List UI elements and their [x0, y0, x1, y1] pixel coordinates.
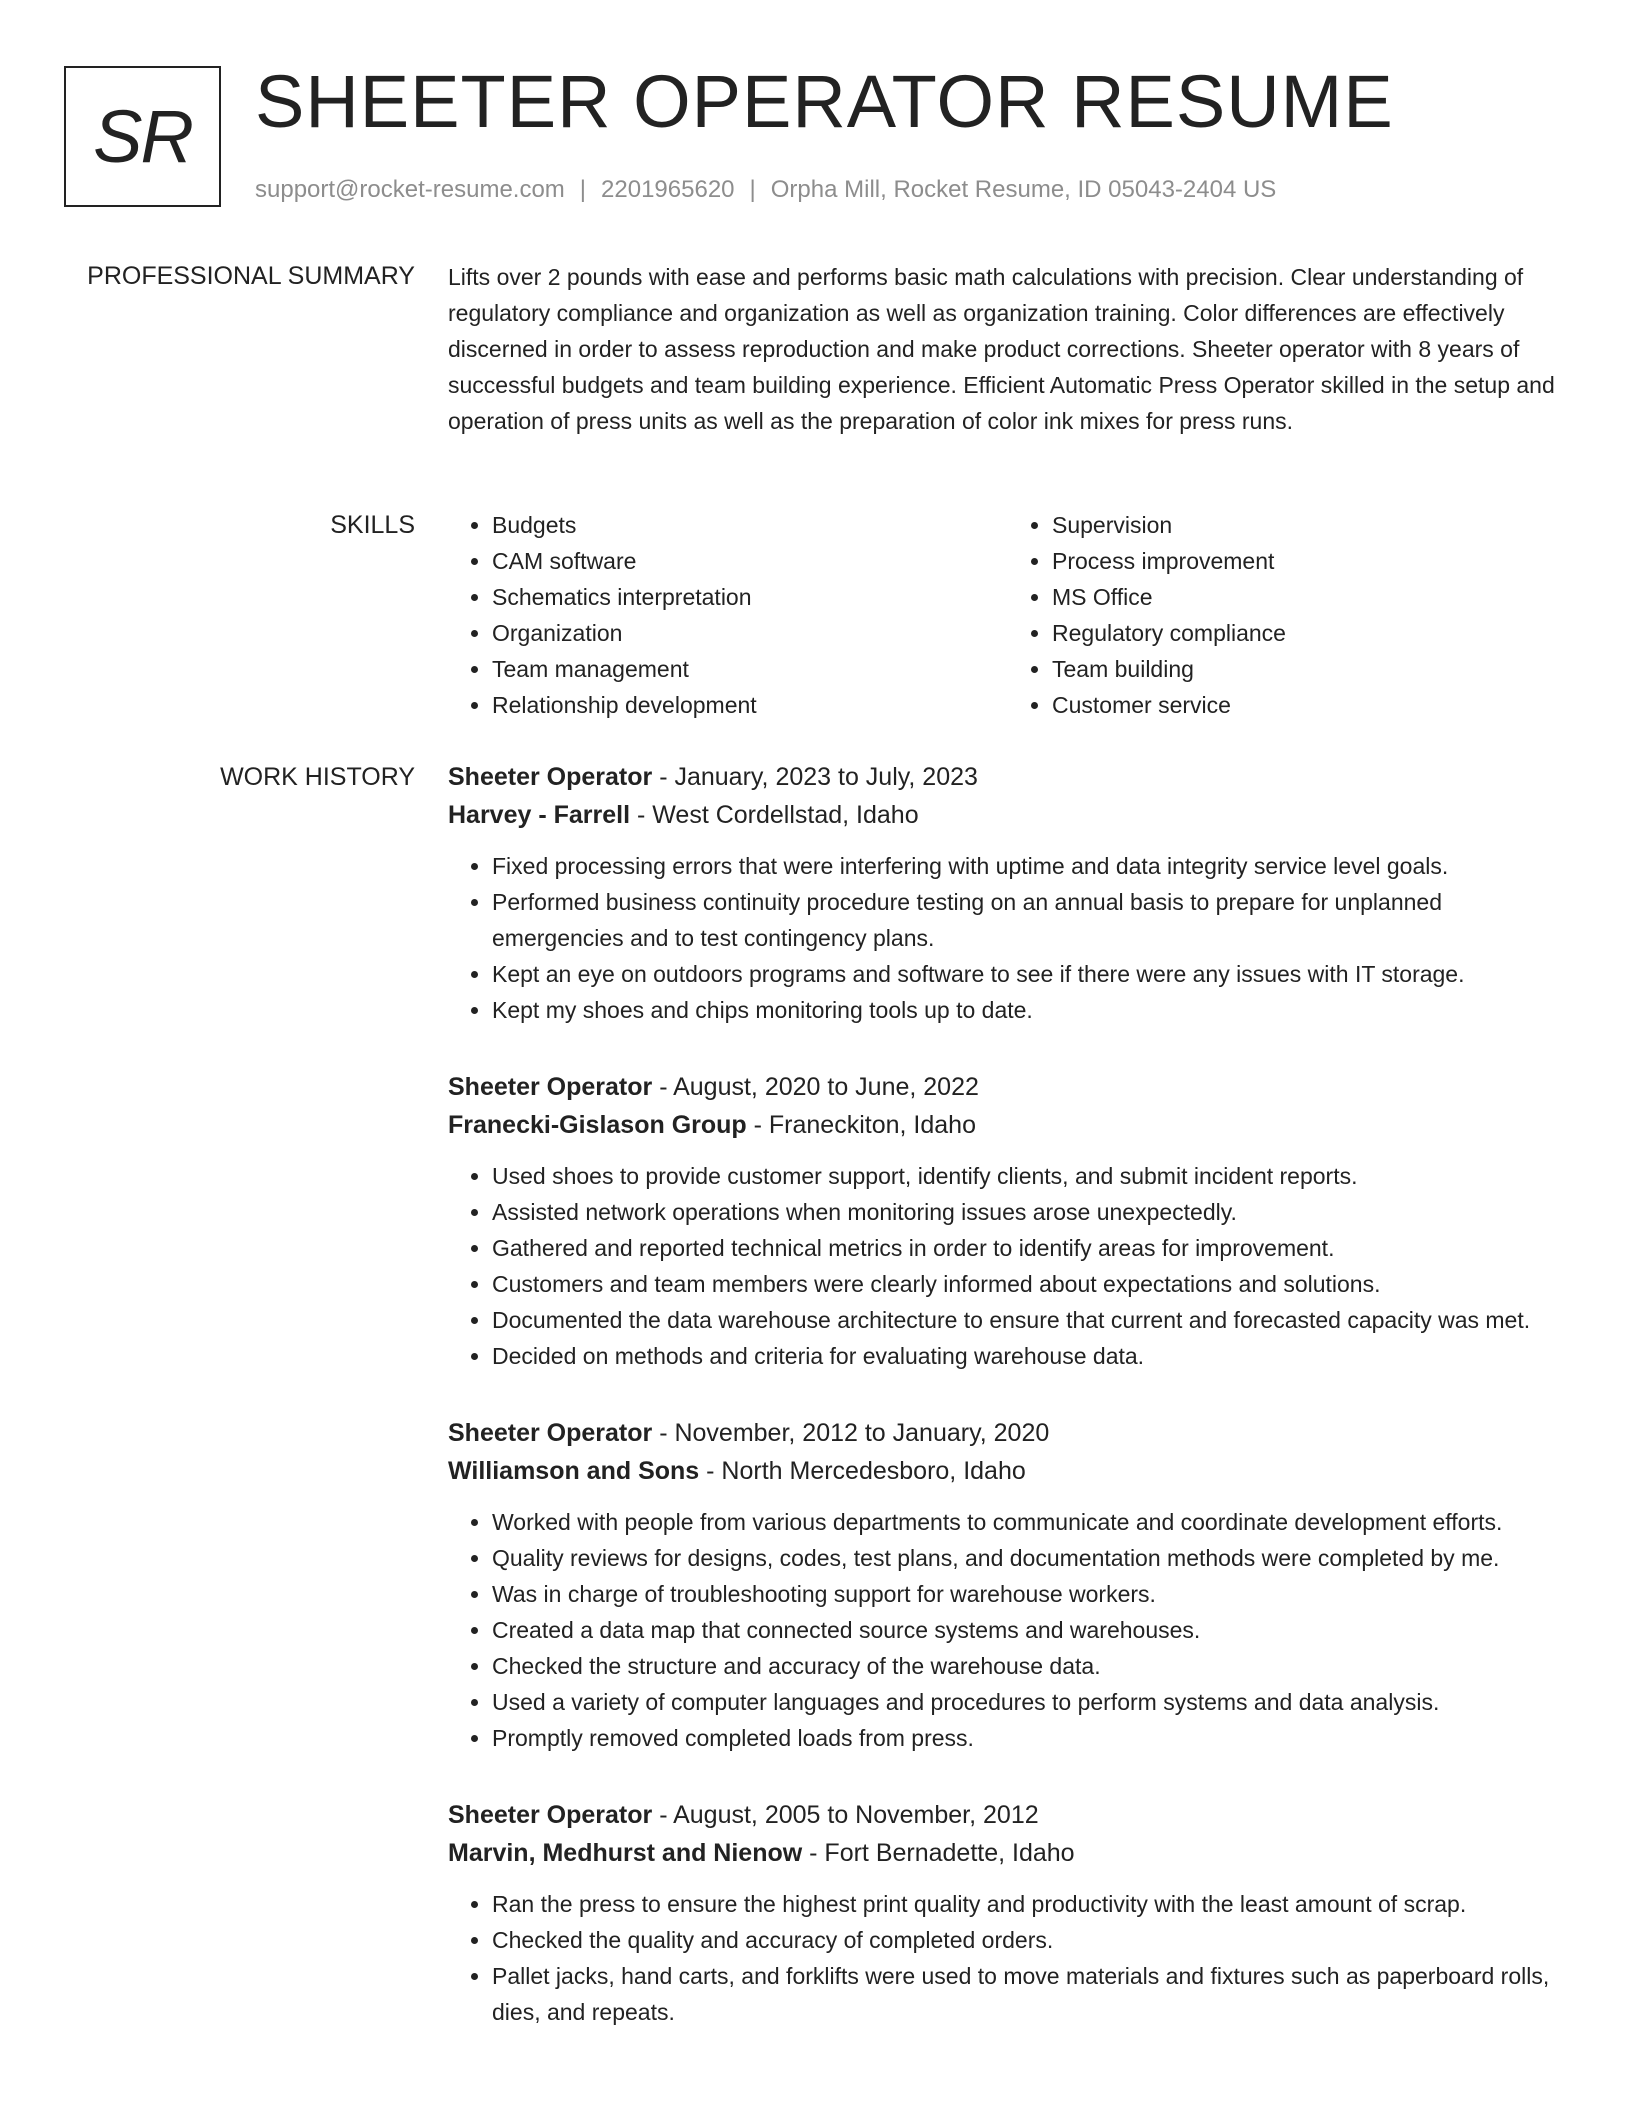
job-duty-item: • Kept my shoes and chips monitoring tools up to date. [492, 992, 1568, 1028]
summary-text: Lifts over 2 pounds with ease and performs basic math calculations with precision. Clear understanding of regulatory compliance and organization as well as organization training. Color differences are effectively discerned in order to assess reproduction and make product corrections. Sheeter operator with 8 years of successful budgets and team building experience. Efficient Automatic Press Operator skilled in the setup and operation of press units as well as the preparation of color ink mixes for press runs. [448, 264, 1555, 434]
job-duty-item: • Decided on methods and criteria for evaluating warehouse data. [492, 1338, 1568, 1374]
job-duty-item: • Used shoes to provide customer support, identify clients, and submit incident reports. [492, 1158, 1568, 1194]
job-duties-list [448, 1158, 1568, 1374]
work-history-section [448, 758, 1568, 2070]
summary-heading: PROFESSIONAL SUMMARY [87, 262, 415, 290]
job-duty-item: • Checked the quality and accuracy of completed orders. [492, 1922, 1568, 1958]
job-title: Sheeter Operator [448, 1419, 653, 1447]
job-company: Franecki-Gislason Group [448, 1111, 747, 1139]
job-duty-item: • Fixed processing errors that were interfering with uptime and data integrity service level goals. [492, 848, 1568, 884]
job-location: West Cordellstad, Idaho [652, 801, 919, 829]
dash-separator: - [746, 1111, 769, 1139]
job-entry [448, 1796, 1568, 2030]
job-company: Harvey - Farrell [448, 801, 631, 829]
resume-title: SHEETER OPERATOR RESUME [255, 60, 1394, 143]
dash-separator: - [652, 763, 675, 791]
job-entry [448, 758, 1568, 1028]
contact-address: Orpha Mill, Rocket Resume, ID 05043-2404 US [770, 176, 1277, 203]
job-company: Marvin, Medhurst and Nienow [448, 1839, 803, 1867]
job-title: Sheeter Operator [448, 1801, 653, 1829]
skill-item: • Organization [492, 615, 1008, 651]
job-duty-item: • Performed business continuity procedure testing on an annual basis to prepare for unplanned emergencies and to test contingency plans. [492, 884, 1568, 956]
dash-separator: - [652, 1419, 675, 1447]
job-duty-item: • Ran the press to ensure the highest print quality and productivity with the least amount of scrap. [492, 1886, 1568, 1922]
job-dates: August, 2005 to November, 2012 [673, 1801, 1039, 1829]
job-company-line [448, 1106, 1568, 1144]
job-duty-item: • Checked the structure and accuracy of the warehouse data. [492, 1648, 1568, 1684]
work-history-heading: WORK HISTORY [220, 763, 415, 791]
job-company-line [448, 1834, 1568, 1872]
contact-phone[interactable]: 2201965620 [601, 176, 735, 203]
job-duty-item: • Worked with people from various departments to communicate and coordinate development efforts. [492, 1504, 1568, 1540]
skill-item: • Budgets [492, 507, 1008, 543]
job-title-line [448, 758, 1568, 796]
job-dates: January, 2023 to July, 2023 [674, 763, 978, 791]
job-location: North Mercedesboro, Idaho [721, 1457, 1026, 1485]
dash-separator: - [630, 801, 653, 829]
skills-section [448, 507, 1568, 723]
job-duty-item: • Gathered and reported technical metrics in order to identify areas for improvement. [492, 1230, 1568, 1266]
job-entry [448, 1414, 1568, 1756]
job-location: Fort Bernadette, Idaho [824, 1839, 1075, 1867]
contact-separator: | [579, 176, 587, 203]
job-duty-item: • Quality reviews for designs, codes, test plans, and documentation methods were completed by me. [492, 1540, 1568, 1576]
job-duties-list [448, 1886, 1568, 2030]
contact-separator: | [749, 176, 756, 203]
job-title: Sheeter Operator [448, 763, 653, 791]
skill-item: • Team management [492, 651, 1008, 687]
dash-separator: - [652, 1073, 674, 1101]
job-duties-list [448, 1504, 1568, 1756]
skills-heading: SKILLS [330, 511, 415, 539]
contact-line [255, 174, 1276, 206]
job-duties-list [448, 848, 1568, 1028]
job-duty-item: • Kept an eye on outdoors programs and software to see if there were any issues with IT storage. [492, 956, 1568, 992]
skill-item: • Regulatory compliance [1052, 615, 1568, 651]
skill-item: • Supervision [1052, 507, 1568, 543]
job-company-line [448, 796, 1568, 834]
job-title-line [448, 1068, 1568, 1106]
skill-item: • Process improvement [1052, 543, 1568, 579]
skill-item: • Customer service [1052, 687, 1568, 723]
job-dates: November, 2012 to January, 2020 [674, 1419, 1050, 1447]
job-entry [448, 1068, 1568, 1374]
job-title: Sheeter Operator [448, 1073, 653, 1101]
job-title-line [448, 1796, 1568, 1834]
skills-list-right [1008, 507, 1568, 723]
skill-item: • Team building [1052, 651, 1568, 687]
job-company-line [448, 1452, 1568, 1490]
skill-item: • MS Office [1052, 579, 1568, 615]
initials-monogram: SR [64, 66, 221, 207]
job-title-line [448, 1414, 1568, 1452]
dash-separator: - [802, 1839, 825, 1867]
skill-item: • CAM software [492, 543, 1008, 579]
job-duty-item: • Pallet jacks, hand carts, and forklifts were used to move materials and fixtures such as paperboard rolls, dies, and repeats. [492, 1958, 1568, 2030]
job-duty-item: • Assisted network operations when monitoring issues arose unexpectedly. [492, 1194, 1568, 1230]
job-duty-item: • Customers and team members were clearly informed about expectations and solutions. [492, 1266, 1568, 1302]
job-duty-item: • Created a data map that connected source systems and warehouses. [492, 1612, 1568, 1648]
job-duty-item: • Used a variety of computer languages and procedures to perform systems and data analysis. [492, 1684, 1568, 1720]
skill-item: • Schematics interpretation [492, 579, 1008, 615]
contact-email[interactable]: support@rocket-resume.com [255, 176, 565, 203]
skills-list-left [448, 507, 1008, 723]
job-company: Williamson and Sons [448, 1457, 700, 1485]
job-duty-item: • Promptly removed completed loads from press. [492, 1720, 1568, 1756]
job-duty-item: • Documented the data warehouse architecture to ensure that current and forecasted capacity was met. [492, 1302, 1568, 1338]
dash-separator: - [699, 1457, 722, 1485]
skill-item: • Relationship development [492, 687, 1008, 723]
summary-section [448, 259, 1568, 439]
job-duty-item: • Was in charge of troubleshooting support for warehouse workers. [492, 1576, 1568, 1612]
job-dates: August, 2020 to June, 2022 [673, 1073, 979, 1101]
dash-separator: - [652, 1801, 674, 1829]
job-location: Franeckiton, Idaho [768, 1111, 976, 1139]
